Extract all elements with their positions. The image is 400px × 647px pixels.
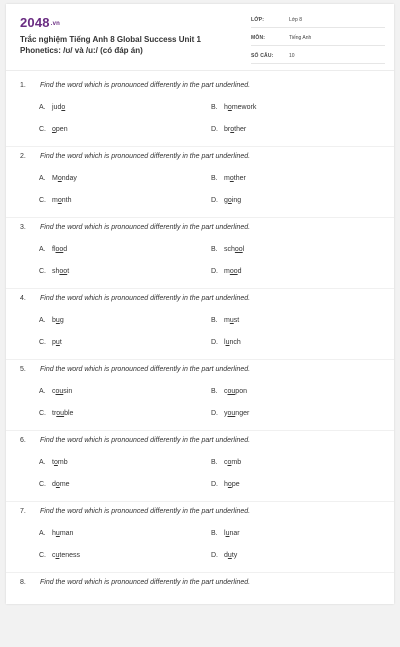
underlined-part: u xyxy=(55,530,60,537)
word-suffix: g xyxy=(59,317,64,324)
answer-option[interactable] xyxy=(39,481,70,488)
word-suffix: mb xyxy=(57,459,68,466)
page-title: Trắc nghiệm Tiếng Anh 8 Global Success Unit 1 Phonetics: /ʊ/ và /u:/ (có đáp án) xyxy=(20,35,201,55)
underlined-part: oo xyxy=(55,246,64,253)
option-letter: A. xyxy=(39,175,46,182)
word-prefix: y xyxy=(224,410,228,417)
option-letter: A. xyxy=(39,388,46,395)
answer-option[interactable] xyxy=(39,388,72,395)
word-prefix: c xyxy=(224,459,228,466)
question-text: Find the word which is pronounced differently in the part underlined. xyxy=(40,224,251,231)
word-prefix: d xyxy=(52,481,56,488)
option-letter: A. xyxy=(39,104,46,111)
question-item xyxy=(6,224,394,292)
word-suffix: pon xyxy=(235,388,247,395)
answer-option[interactable] xyxy=(211,268,242,275)
question-number: 1. xyxy=(20,82,26,89)
option-letter: C. xyxy=(39,268,46,275)
answer-option[interactable] xyxy=(39,246,67,253)
option-letter: A. xyxy=(39,530,46,537)
word-prefix: sh xyxy=(52,268,60,275)
meta-value: Tiếng Anh xyxy=(289,35,312,41)
site-logo[interactable] xyxy=(20,15,60,30)
question-divider xyxy=(6,572,394,573)
option-letter: B. xyxy=(211,388,218,395)
word-suffix: t xyxy=(59,339,62,346)
underlined-part: o xyxy=(57,175,62,182)
underlined-part: o xyxy=(57,197,62,204)
question-text: Find the word which is pronounced differently in the part underlined. xyxy=(40,437,251,444)
meta-label: SỐ CÂU: xyxy=(251,53,274,59)
option-letter: B. xyxy=(211,317,218,324)
question-item xyxy=(6,437,394,505)
underlined-part: ou xyxy=(55,388,64,395)
option-letter: C. xyxy=(39,197,46,204)
word-suffix: ther xyxy=(233,175,246,182)
question-item xyxy=(6,366,394,434)
word-suffix: man xyxy=(59,530,74,537)
word-suffix: d xyxy=(237,268,242,275)
underlined-part: o xyxy=(227,459,232,466)
meta-label: MÔN: xyxy=(251,35,266,41)
meta-info xyxy=(251,12,385,66)
option-letter: C. xyxy=(39,481,46,488)
option-letter: C. xyxy=(39,552,46,559)
question-text: Find the word which is pronounced differently in the part underlined. xyxy=(40,295,251,302)
word-prefix: l xyxy=(224,339,226,346)
word-suffix: pen xyxy=(55,126,68,133)
question-number: 4. xyxy=(20,295,26,302)
option-letter: B. xyxy=(211,246,218,253)
answer-option[interactable] xyxy=(39,268,69,275)
header-divider xyxy=(6,70,394,71)
underlined-part: u xyxy=(55,317,60,324)
word-suffix: t xyxy=(67,268,70,275)
word-prefix: p xyxy=(52,339,56,346)
answer-option[interactable] xyxy=(39,530,73,537)
answer-option[interactable] xyxy=(211,104,256,111)
underlined-part: o xyxy=(230,126,235,133)
word-suffix: teness xyxy=(59,552,81,559)
underlined-part: o xyxy=(227,197,232,204)
word-suffix: ing xyxy=(231,197,242,204)
question-item xyxy=(6,153,394,221)
option-letter: B. xyxy=(211,459,218,466)
word-suffix: ther xyxy=(234,126,247,133)
word-prefix: M xyxy=(52,175,58,182)
underlined-part: u xyxy=(225,339,230,346)
answer-option[interactable] xyxy=(211,530,240,537)
question-text: Find the word which is pronounced differently in the part underlined. xyxy=(40,366,251,373)
word-prefix: sch xyxy=(224,246,235,253)
word-suffix: nar xyxy=(229,530,240,537)
underlined-part: o xyxy=(227,104,232,111)
word-suffix: mb xyxy=(231,459,242,466)
word-prefix: d xyxy=(224,552,228,559)
word-prefix: g xyxy=(224,197,228,204)
word-suffix: pe xyxy=(231,481,240,488)
question-number: 5. xyxy=(20,366,26,373)
underlined-part: u xyxy=(55,552,60,559)
option-letter: B. xyxy=(211,175,218,182)
meta-label: LỚP: xyxy=(251,17,265,23)
underlined-part: oo xyxy=(229,268,238,275)
underlined-part: oo xyxy=(59,268,68,275)
question-divider xyxy=(6,146,394,147)
underlined-part: u xyxy=(229,317,234,324)
word-prefix: fl xyxy=(52,246,56,253)
option-letter: A. xyxy=(39,317,46,324)
question-number: 7. xyxy=(20,508,26,515)
logo-text: 2048 xyxy=(20,15,50,30)
question-divider xyxy=(6,501,394,502)
question-text: Find the word which is pronounced differently in the part underlined. xyxy=(40,82,251,89)
logo-suffix: .vn xyxy=(50,21,61,27)
question-number: 8. xyxy=(20,579,26,586)
document-page xyxy=(6,4,394,604)
word-prefix: tr xyxy=(52,410,57,417)
question-number: 2. xyxy=(20,153,26,160)
question-divider xyxy=(6,288,394,289)
answer-option[interactable] xyxy=(39,104,65,111)
word-suffix: d xyxy=(63,246,68,253)
meta-row-class xyxy=(251,12,385,28)
answer-option[interactable] xyxy=(211,317,239,324)
question-item xyxy=(6,579,394,647)
meta-value: Lớp 8 xyxy=(289,17,303,23)
word-prefix: c xyxy=(224,388,228,395)
question-number: 6. xyxy=(20,437,26,444)
word-prefix: m xyxy=(224,268,230,275)
underlined-part: ou xyxy=(56,410,65,417)
answer-option[interactable] xyxy=(39,339,62,346)
word-prefix: m xyxy=(224,317,230,324)
underlined-part: ou xyxy=(227,410,236,417)
meta-row-subject xyxy=(251,30,385,46)
question-item xyxy=(6,295,394,363)
word-suffix: l xyxy=(242,246,245,253)
underlined-part: oo xyxy=(234,246,243,253)
underlined-part: o xyxy=(55,481,60,488)
word-suffix: ty xyxy=(231,552,238,559)
question-divider xyxy=(6,359,394,360)
word-prefix: c xyxy=(52,552,56,559)
question-item xyxy=(6,508,394,576)
underlined-part: u xyxy=(225,530,230,537)
option-letter: D. xyxy=(211,481,218,488)
underlined-part: u xyxy=(227,552,232,559)
answer-option[interactable] xyxy=(39,410,73,417)
answer-option[interactable] xyxy=(39,552,80,559)
option-letter: B. xyxy=(211,530,218,537)
word-suffix: me xyxy=(59,481,70,488)
word-suffix: nth xyxy=(61,197,72,204)
underlined-part: u xyxy=(55,339,60,346)
option-letter: A. xyxy=(39,246,46,253)
word-suffix: nger xyxy=(235,410,250,417)
option-letter: C. xyxy=(39,410,46,417)
word-suffix: nch xyxy=(229,339,241,346)
document-header xyxy=(6,4,394,70)
word-prefix: m xyxy=(224,175,230,182)
word-prefix: h xyxy=(224,481,228,488)
underlined-part: ou xyxy=(227,388,236,395)
option-letter: C. xyxy=(39,339,46,346)
answer-option[interactable] xyxy=(211,410,249,417)
underlined-part: o xyxy=(227,481,232,488)
word-suffix: sin xyxy=(63,388,73,395)
answer-option[interactable] xyxy=(39,126,68,133)
answer-option[interactable] xyxy=(39,317,64,324)
option-letter: D. xyxy=(211,339,218,346)
answer-option[interactable] xyxy=(211,552,237,559)
underlined-part: o xyxy=(52,126,56,133)
answer-option[interactable] xyxy=(211,246,244,253)
word-suffix: st xyxy=(233,317,240,324)
answer-option[interactable] xyxy=(211,459,241,466)
word-prefix: l xyxy=(224,530,226,537)
answer-option[interactable] xyxy=(211,197,241,204)
underlined-part: o xyxy=(229,175,234,182)
option-letter: A. xyxy=(39,459,46,466)
word-suffix: mework xyxy=(231,104,257,111)
word-prefix: c xyxy=(52,388,56,395)
answer-option[interactable] xyxy=(211,339,241,346)
underlined-part: o xyxy=(61,104,66,111)
question-text: Find the word which is pronounced differently in the part underlined. xyxy=(40,153,251,160)
option-letter: B. xyxy=(211,104,218,111)
question-divider xyxy=(6,217,394,218)
option-letter: D. xyxy=(211,126,218,133)
word-suffix: ble xyxy=(64,410,74,417)
answer-option[interactable] xyxy=(39,197,71,204)
option-letter: D. xyxy=(211,268,218,275)
underlined-part: o xyxy=(53,459,58,466)
word-prefix: br xyxy=(224,126,231,133)
answer-option[interactable] xyxy=(211,388,247,395)
option-letter: D. xyxy=(211,197,218,204)
option-letter: D. xyxy=(211,552,218,559)
word-prefix: jud xyxy=(52,104,62,111)
answer-option[interactable] xyxy=(39,175,77,182)
question-number: 3. xyxy=(20,224,26,231)
answer-option[interactable] xyxy=(39,459,68,466)
word-prefix: b xyxy=(52,317,56,324)
answer-option[interactable] xyxy=(211,126,246,133)
word-prefix: m xyxy=(52,197,58,204)
word-prefix: h xyxy=(224,104,228,111)
option-letter: D. xyxy=(211,410,218,417)
question-divider xyxy=(6,430,394,431)
question-text: Find the word which is pronounced differently in the part underlined. xyxy=(40,579,251,586)
question-item xyxy=(6,82,394,150)
option-letter: C. xyxy=(39,126,46,133)
meta-row-count xyxy=(251,48,385,64)
question-text: Find the word which is pronounced differently in the part underlined. xyxy=(40,508,251,515)
answer-option[interactable] xyxy=(211,481,240,488)
word-prefix: h xyxy=(52,530,56,537)
answer-option[interactable] xyxy=(211,175,246,182)
word-prefix: t xyxy=(52,459,54,466)
word-suffix: nday xyxy=(61,175,77,182)
meta-value: 10 xyxy=(289,53,295,59)
